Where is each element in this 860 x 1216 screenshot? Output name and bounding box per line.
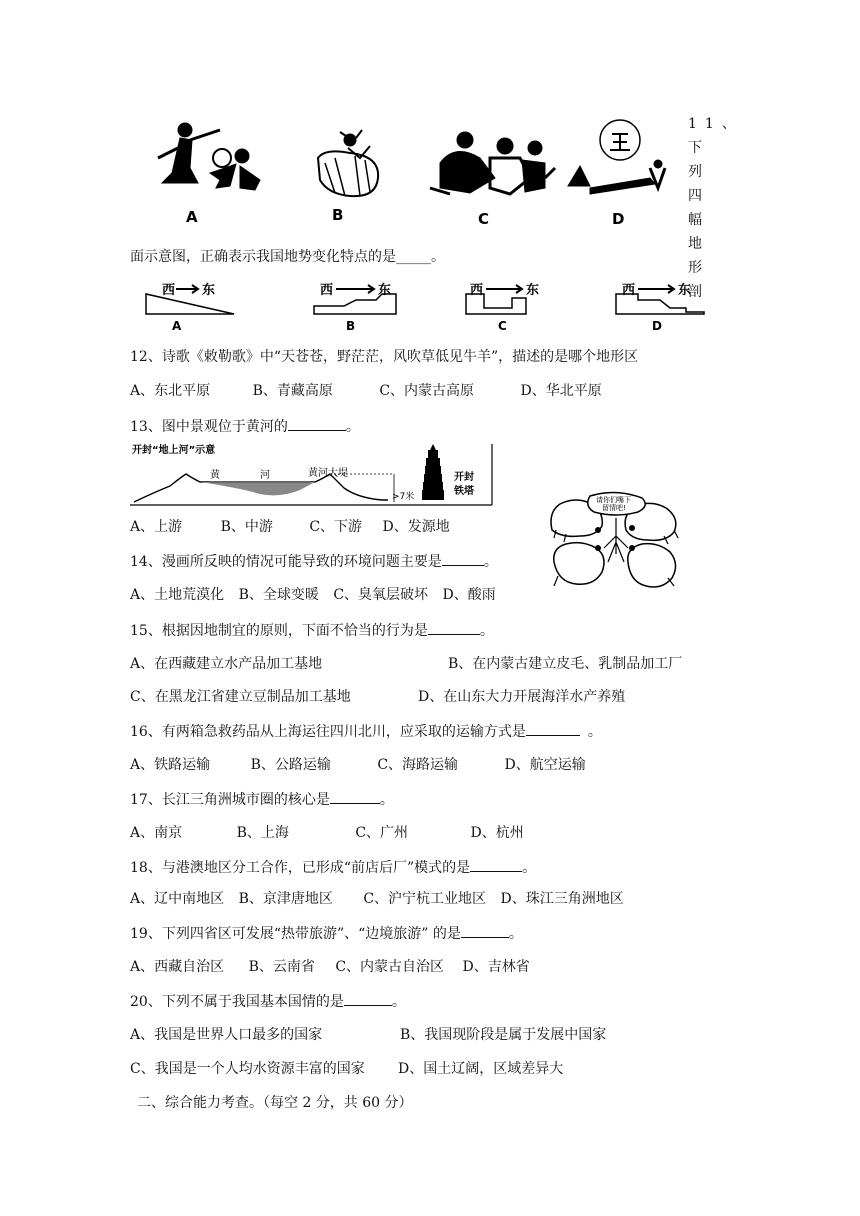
yellow-river-title: 开封“地上河”示意	[132, 445, 216, 456]
q20-option-c[interactable]: C、我国是一个人均水资源丰富的国家	[130, 1061, 365, 1077]
sheep-cartoon-svg	[546, 490, 686, 594]
iron-tower-icon	[422, 444, 444, 500]
q15-stem: 15、根据因地制宜的原则，下面不恰当的行为是	[130, 623, 428, 639]
sheep-bottom-right	[628, 544, 676, 587]
q20-option-b-wrap	[400, 1025, 606, 1045]
q14-stem-line	[130, 551, 498, 572]
q11-stem: 面示意图，正确表示我国地势变化特点的是_____。	[130, 249, 445, 265]
q20-stem: 20、下列不属于我国基本国情的是	[130, 994, 344, 1010]
q13-stem: 13、图中景观位于黄河的	[130, 419, 288, 435]
q17-option-b[interactable]: B、上海	[236, 825, 289, 841]
q17-option-a[interactable]: A、南京	[130, 825, 183, 841]
cartoon-speech-line-2: 留情吧!	[602, 504, 626, 512]
q15-option-b[interactable]: B、在内蒙古建立皮毛、乳制品加工厂	[448, 656, 683, 672]
profile-a-arrow	[176, 285, 198, 293]
q15-option-d[interactable]: D、在山东大力开展海洋水产养殖	[418, 689, 626, 705]
dance-figures	[150, 118, 670, 230]
q19-options	[130, 957, 530, 977]
q14-option-d[interactable]: D、酸雨	[442, 587, 496, 603]
q16-option-c[interactable]: C、海路运输	[377, 757, 459, 773]
q15-options-row-2	[130, 687, 351, 707]
yellow-river-label-huang: 黄	[210, 470, 220, 481]
q15-answer-blank[interactable]	[428, 620, 480, 635]
profile-b-arrow	[336, 285, 374, 293]
q17-option-d[interactable]: D、杭州	[470, 825, 524, 841]
kaifeng-label: 开封	[454, 472, 474, 483]
q20-option-a[interactable]: A、我国是世界人口最多的国家	[130, 1027, 323, 1043]
q19-option-b[interactable]: B、云南省	[248, 959, 315, 975]
yellow-river-svg	[130, 442, 495, 508]
dance-figure-d	[568, 120, 665, 194]
q18-options	[130, 889, 624, 909]
q17-option-c[interactable]: C、广州	[355, 825, 409, 841]
q11-intro-line-4: 形 剖	[688, 260, 710, 300]
q20-options-row-1	[130, 1025, 322, 1045]
section-2-title: 二、综合能力考查。（每空 2 分，共 60 分）	[137, 1095, 413, 1111]
q16-option-a[interactable]: A、铁路运输	[130, 757, 211, 773]
q13-stem-line	[130, 416, 360, 437]
q20-option-d-wrap	[398, 1059, 563, 1079]
profile-d-east: 东	[678, 283, 692, 298]
profile-c-west: 西	[470, 283, 484, 298]
q18-stem: 18、与港澳地区分工合作，已形成“前店后厂”模式的是	[130, 860, 471, 876]
profile-label-b: B	[346, 319, 356, 333]
q20-option-b[interactable]: B、我国现阶段是属于发展中国家	[400, 1027, 607, 1043]
q17-options	[130, 823, 524, 843]
profile-a-west: 西	[162, 283, 176, 298]
q19-option-d[interactable]: D、吉林省	[462, 959, 530, 975]
q17-stem: 17、长江三角洲城市圈的核心是	[130, 792, 330, 808]
q15-stem-end: 。	[479, 623, 494, 639]
q12-stem: 12、诗歌《敕勒歌》中“天苍苍，野茫茫，风吹草低见牛羊”，描述的是哪个地形区	[130, 349, 639, 365]
q13-stem-end: 。	[345, 419, 360, 435]
q17-answer-blank[interactable]	[330, 789, 380, 804]
q19-answer-blank[interactable]	[461, 923, 509, 938]
q20-option-d[interactable]: D、国土辽阔，区域差异大	[398, 1061, 564, 1077]
q12-option-a[interactable]: A、东北平原	[130, 383, 211, 399]
q19-stem: 19、下列四省区可发展“热带旅游”、“边境旅游” 的是	[130, 926, 461, 942]
q14-stem: 14、漫画所反映的情况可能导致的环境问题主要是	[130, 554, 442, 570]
q16-options	[130, 755, 586, 775]
profile-d-arrow	[638, 285, 674, 293]
profile-a	[146, 294, 234, 314]
q18-answer-blank[interactable]	[470, 857, 522, 872]
profile-label-c: C	[498, 319, 507, 333]
q15-stem-line	[130, 620, 494, 641]
q11-intro-line-2: 列 四	[688, 164, 710, 204]
q18-option-a[interactable]: A、辽中南地区	[130, 891, 225, 907]
profile-d-west: 西	[622, 283, 636, 298]
q13-option-c[interactable]: C、下游	[309, 519, 363, 535]
q15-option-a[interactable]: A、在西藏建立水产品加工基地	[130, 656, 323, 672]
q15-option-c[interactable]: C、在黑龙江省建立豆制品加工基地	[130, 689, 351, 705]
yellow-river-figure	[130, 442, 495, 508]
profile-label-a: A	[172, 319, 182, 333]
q12-option-d[interactable]: D、华北平原	[520, 383, 602, 399]
profile-b-west: 西	[320, 283, 334, 298]
q16-option-d[interactable]: D、航空运输	[504, 757, 586, 773]
yellow-river-label-dike: 黄河大堤	[308, 468, 348, 479]
yellow-river-label-height: >7米	[392, 492, 415, 502]
dance-label-c: C	[478, 210, 490, 228]
q16-option-b[interactable]: B、公路运输	[250, 757, 331, 773]
terrain-profiles	[140, 276, 720, 334]
q11-intro-line-1: 11、下	[688, 116, 744, 156]
q14-answer-blank[interactable]	[442, 551, 484, 566]
q13-option-a[interactable]: A、上游	[130, 519, 183, 535]
dance-label-d: D	[612, 210, 625, 228]
dance-label-b: B	[332, 206, 344, 224]
q12-option-b[interactable]: B、青藏高原	[252, 383, 333, 399]
q17-stem-line	[130, 789, 394, 810]
q18-stem-line	[130, 857, 536, 878]
terrain-profiles-svg	[140, 276, 720, 334]
q13-option-b[interactable]: B、中游	[220, 519, 273, 535]
iron-tower-label: 铁塔	[454, 486, 474, 497]
dance-label-a: A	[186, 208, 198, 226]
q18-option-b[interactable]: B、京津唐地区	[238, 891, 333, 907]
q14-options	[130, 585, 496, 605]
profile-b-east: 东	[378, 283, 392, 298]
profile-a-east: 东	[202, 283, 216, 298]
q19-stem-line	[130, 923, 523, 944]
q14-option-a[interactable]: A、土地荒漠化	[130, 587, 225, 603]
sheep-cartoon	[546, 490, 686, 594]
cartoon-speech-line-1: 请你们嘴下	[596, 496, 631, 504]
q16-answer-blank[interactable]	[526, 721, 580, 736]
q16-stem: 16、有两箱急救药品从上海运往四川北川，应采取的运输方式是	[130, 724, 526, 740]
q11-intro-line-3: 幅 地	[688, 212, 710, 252]
q20-stem-end: 。	[391, 994, 406, 1010]
q13-options	[130, 517, 450, 537]
q15-options-row-1	[130, 654, 322, 674]
q12-options	[130, 381, 602, 401]
q19-stem-end: 。	[508, 926, 523, 942]
q16-stem-line	[130, 721, 602, 742]
q19-option-a[interactable]: A、西藏自治区	[130, 959, 225, 975]
q18-option-d[interactable]: D、珠江三角洲地区	[500, 891, 624, 907]
q18-stem-end: 。	[522, 860, 537, 876]
q14-option-b[interactable]: B、全球变暖	[238, 587, 319, 603]
q20-stem-line	[130, 991, 406, 1012]
dance-figures-svg	[150, 118, 670, 230]
q13-answer-blank[interactable]	[288, 416, 346, 431]
q14-stem-end: 。	[483, 554, 498, 570]
q15-option-d-wrap	[418, 687, 625, 707]
q13-option-d[interactable]: D、发源地	[382, 519, 450, 535]
dance-figure-c	[430, 132, 555, 194]
profile-label-d: D	[652, 319, 662, 333]
q19-option-c[interactable]: C、内蒙古自治区	[335, 959, 445, 975]
profile-c-arrow	[486, 285, 522, 293]
q17-stem-end: 。	[379, 792, 394, 808]
q18-option-c[interactable]: C、沪宁杭工业地区	[363, 891, 487, 907]
profile-c-east: 东	[526, 283, 540, 298]
q20-options-row-2	[130, 1059, 365, 1079]
yellow-river-label-he: 河	[260, 470, 270, 481]
dance-figure-b	[318, 130, 378, 196]
q14-option-c[interactable]: C、臭氧层破坏	[333, 587, 429, 603]
dance-figure-a	[158, 123, 260, 190]
q12-option-c[interactable]: C、内蒙古高原	[379, 383, 475, 399]
q20-answer-blank[interactable]	[344, 991, 392, 1006]
q16-stem-end: 。	[587, 724, 602, 740]
q15-option-b-wrap	[448, 654, 682, 674]
